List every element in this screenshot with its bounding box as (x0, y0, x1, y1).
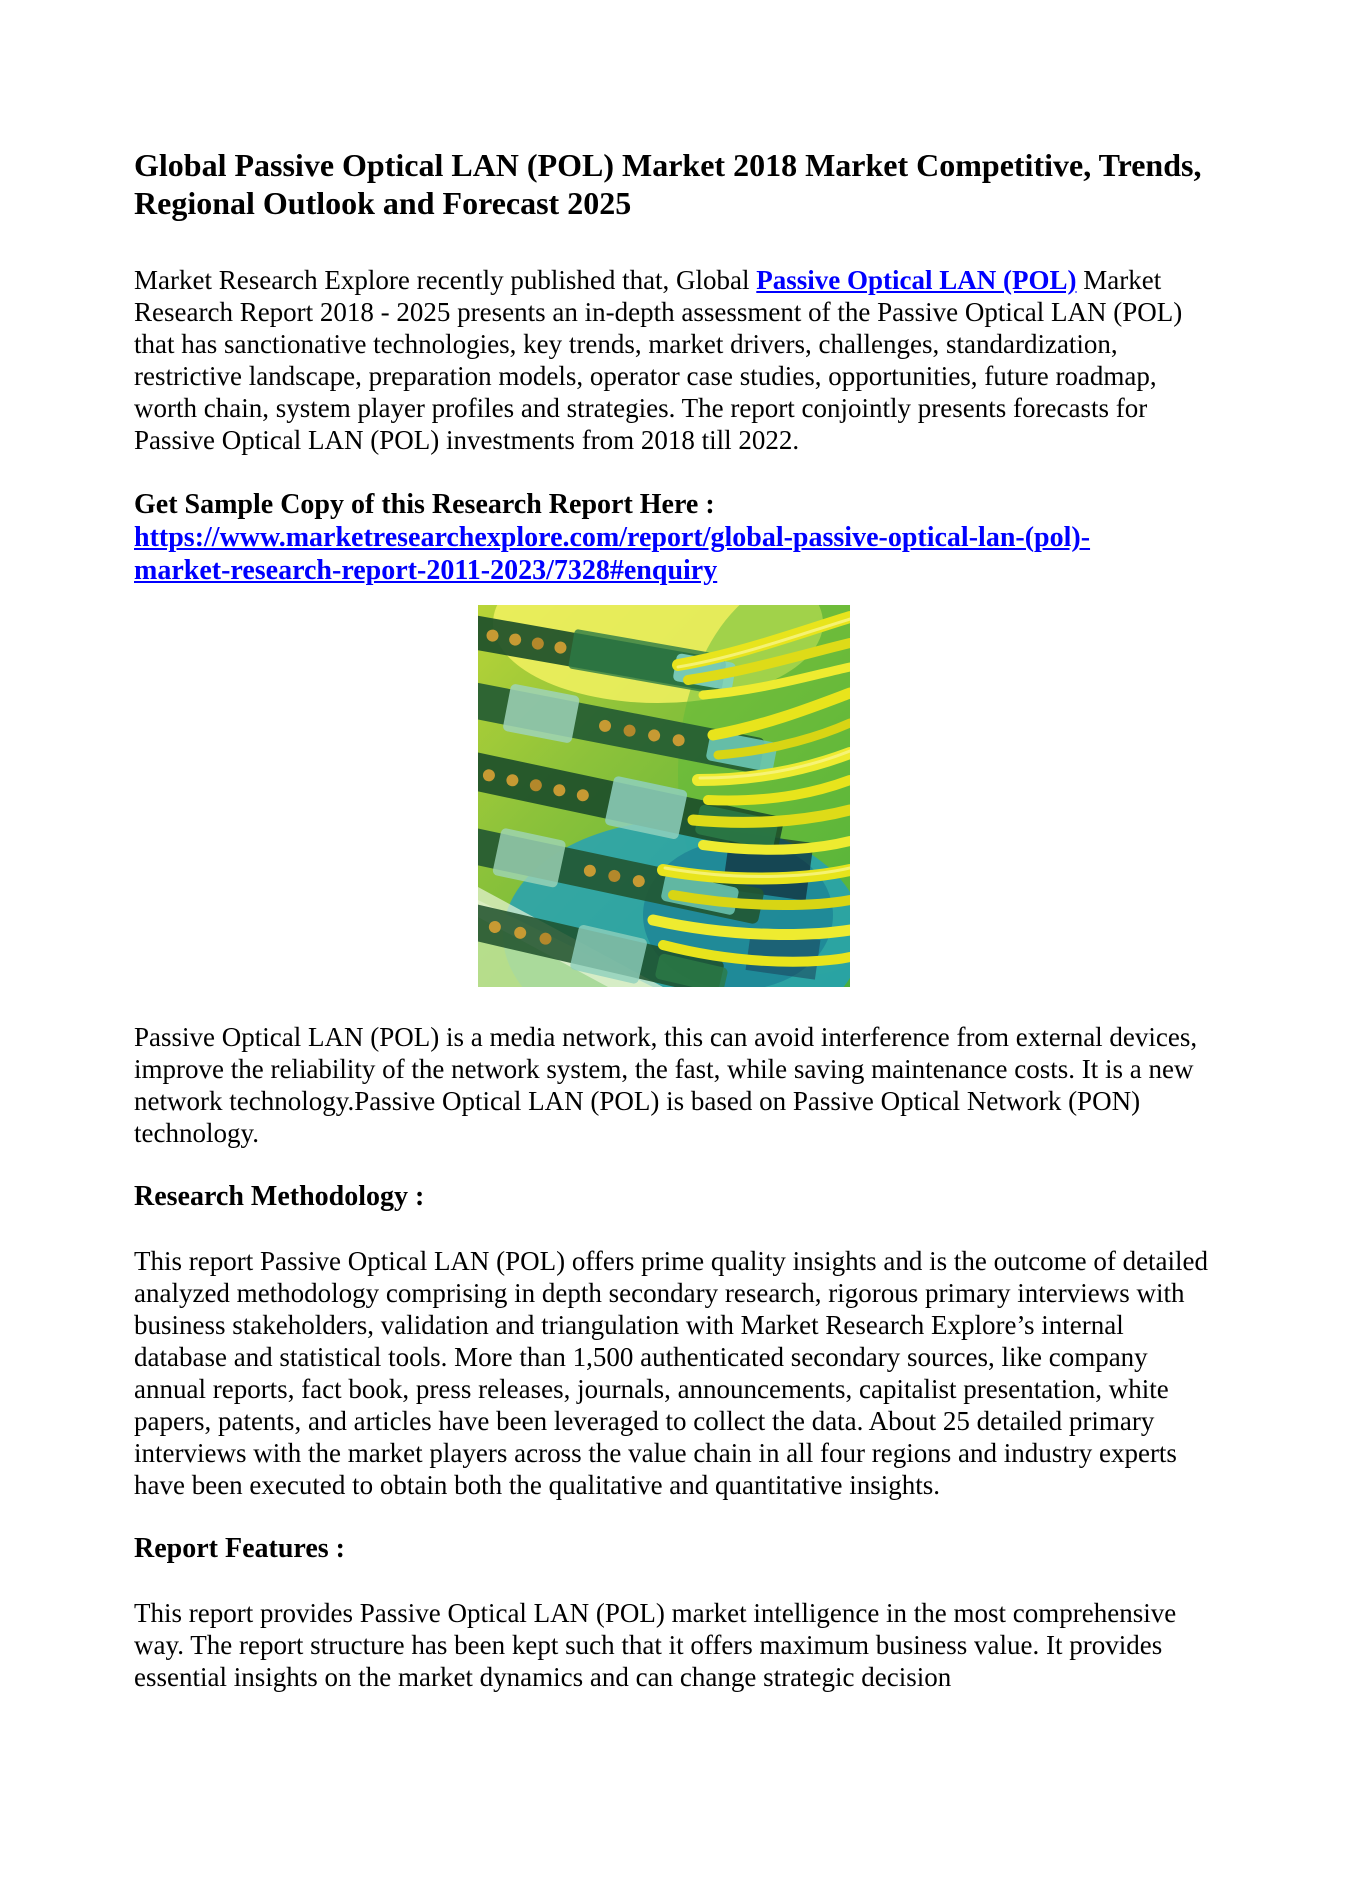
methodology-heading: Research Methodology : (134, 1181, 425, 1212)
article-figure (478, 605, 850, 987)
report-url-link[interactable] (134, 522, 1090, 586)
report-url-line1: https://www.marketresearchexplore.com/report/global-passive-optical-lan-(pol)- (134, 522, 1091, 553)
sample-copy-heading: Get Sample Copy of this Research Report Here : (134, 489, 715, 520)
pol-report-inline-link[interactable]: Passive Optical LAN (POL) (756, 265, 1077, 295)
features-heading: Report Features : (134, 1533, 345, 1564)
sample-copy-block (134, 488, 1212, 587)
report-url-line2: market-research-report-2011-2023/7328#enquiry (134, 555, 718, 586)
intro-paragraph (134, 264, 1212, 456)
intro-text-prefix: Market Research Explore recently published that, Global (134, 265, 757, 295)
features-paragraph: This report provides Passive Optical LAN (POL) market intelligence in the most comprehensive way. The report structure has been kept such that it offers maximum business value. It provides essential insights on the market dynamics and can change strategic decision (134, 1598, 1177, 1692)
methodology-paragraph: This report Passive Optical LAN (POL) offers prime quality insights and is the outcome of detailed analyzed methodology comprising in depth secondary research, rigorous primary interviews with business stakeholders, validation and triangulation with Market Research Explore’s internal database and statistical tools. More than 1,500 authenticated secondary sources, like company annual reports, fact book, press releases, journals, announcements, capitalist presentation, white papers, patents, and articles have been leveraged to collect the data. About 25 detailed primary interviews with the market players across the value chain in all four regions and industry experts have been executed to obtain both the qualitative and quantitative insights. (134, 1246, 1209, 1500)
intro-text-suffix: Market Research Report 2018 - 2025 presents an in-depth assessment of the Passive Optical LAN (POL) that has sanctionative technologies, key trends, market drivers, challenges, standardization, restrictive landscape, preparation models, operator case studies, opportunities, future roadmap, worth chain, system player profiles and strategies. The report conjointly presents forecasts for Passive Optical LAN (POL) investments from 2018 till 2022. (134, 265, 1183, 455)
about-paragraph: Passive Optical LAN (POL) is a media network, this can avoid interference from external devices, improve the reliability of the network system, the fast, while saving maintenance costs. It is a new network technology.Passive Optical LAN (POL) is based on Passive Optical Network (PON) technology. (134, 1022, 1198, 1148)
fiber-optic-cables-image (478, 605, 850, 987)
page-title: Global Passive Optical LAN (POL) Market 2018 Market Competitive, Trends, Regional Outlook and Forecast 2025 (134, 147, 1202, 221)
